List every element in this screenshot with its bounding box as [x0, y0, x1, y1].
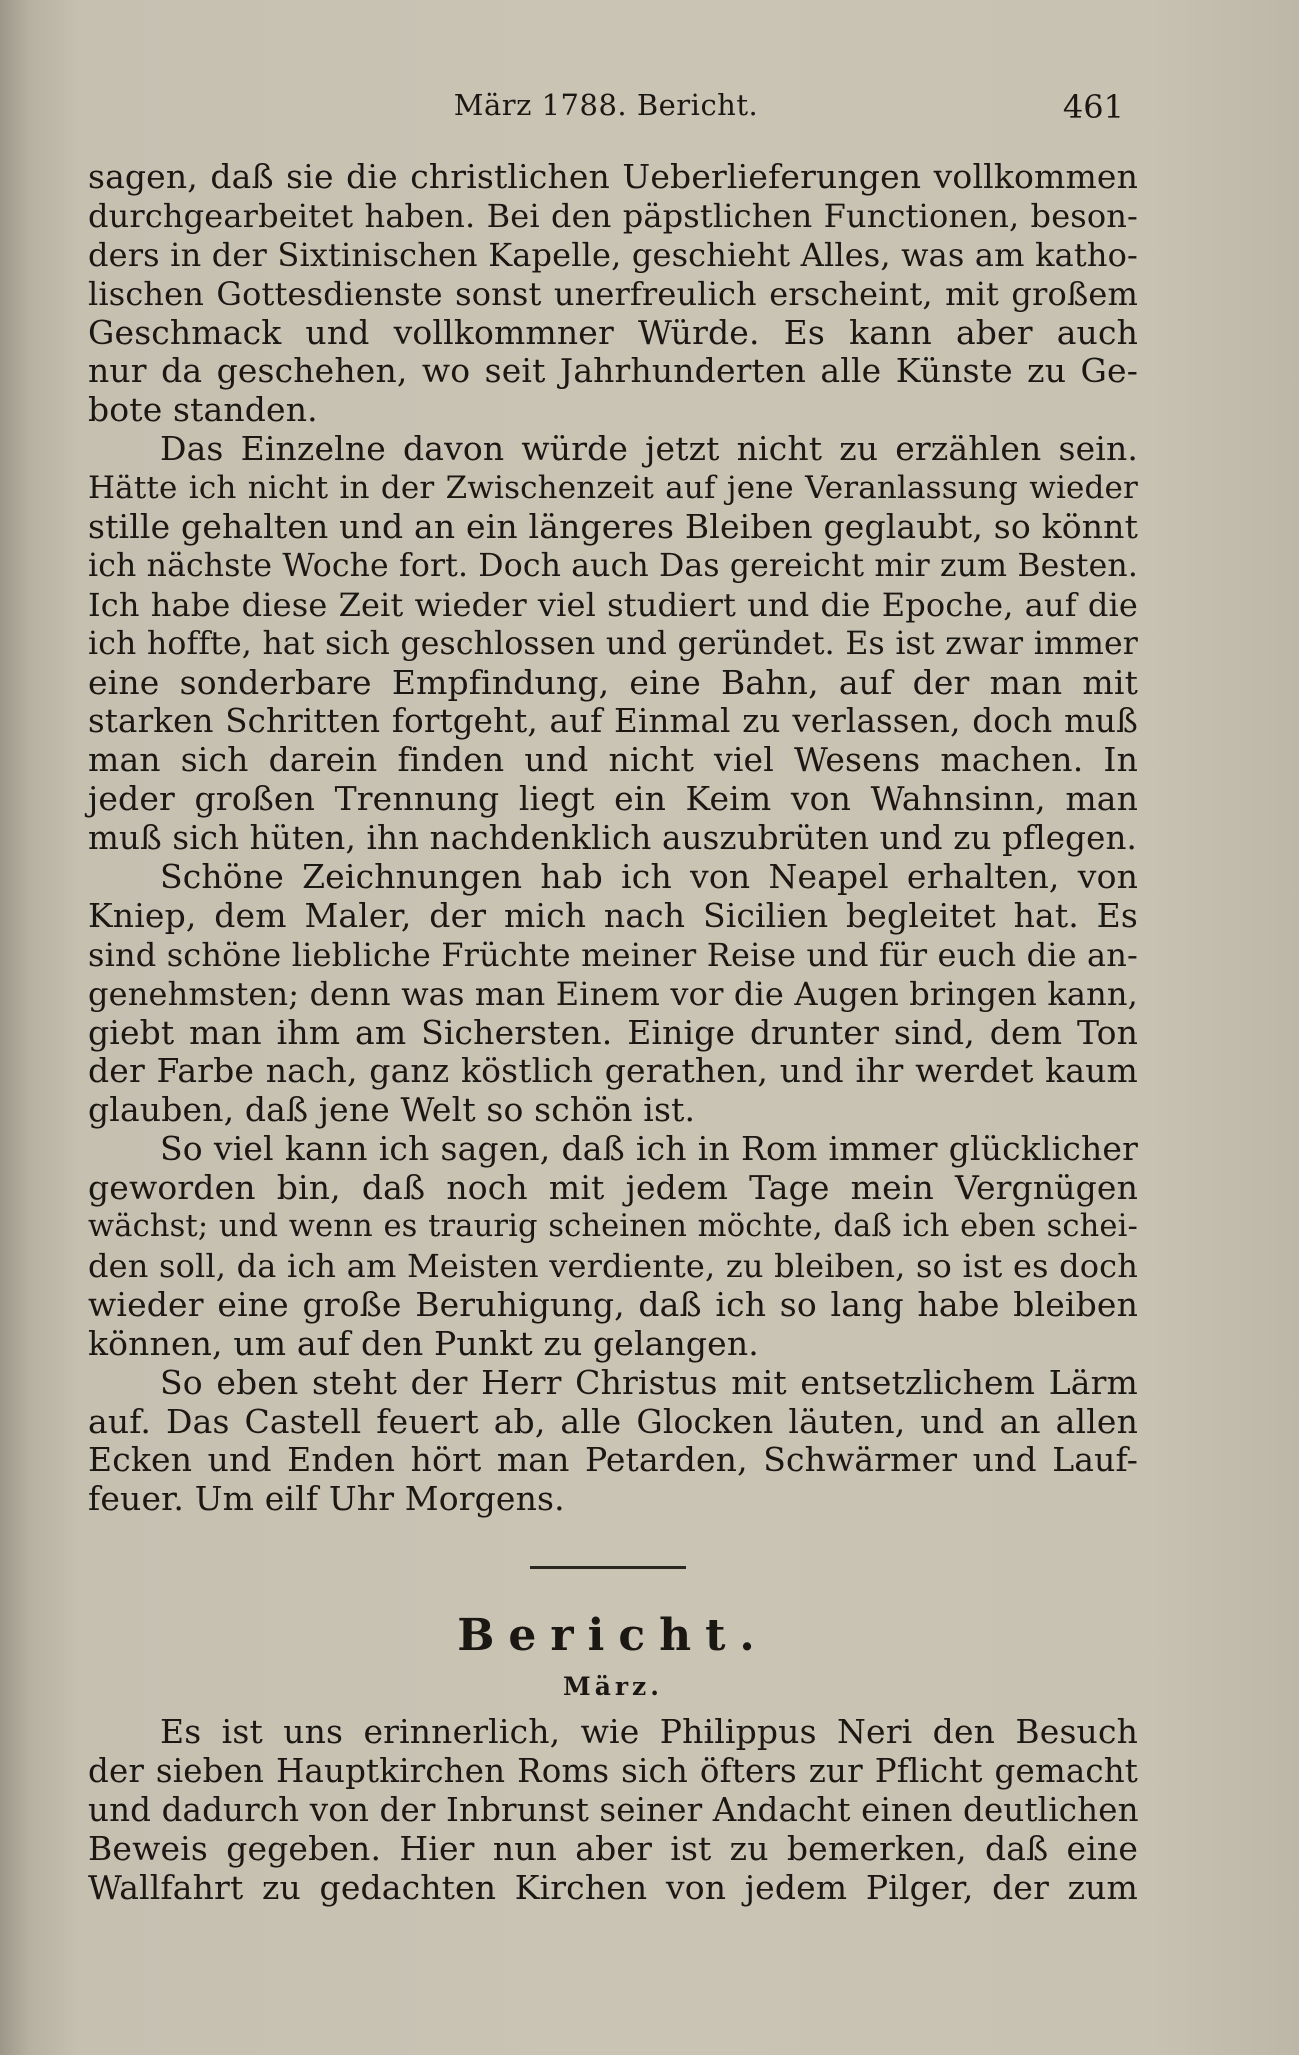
running-title: März 1788. Bericht.: [453, 88, 759, 122]
section-title: Bericht.: [457, 1610, 769, 1661]
text-line: der sieben Hauptkirchen Roms sich öfters zur Pflicht gemacht: [88, 1751, 1138, 1790]
text-line: muß sich hüten, ihn nachdenklich auszubrüten und zu pflegen.: [88, 819, 1138, 858]
text-line: Wallfahrt zu gedachten Kirchen von jedem Pilger, der zum: [88, 1867, 1138, 1907]
text-line: Schöne Zeichnungen hab ich von Neapel erhalten, von: [160, 857, 1138, 897]
text-line: man sich darein finden und nicht viel Wesens machen. In: [88, 740, 1138, 780]
paragraph-1: [88, 158, 1138, 430]
text-line: ich nächste Woche fort. Doch auch Das gereicht mir zum Besten.: [88, 547, 1138, 584]
text-line: der Farbe nach, ganz köstlich gerathen, und ihr werdet kaum: [88, 1051, 1138, 1091]
text-line: Das Einzelne davon würde jetzt nicht zu erzählen sein.: [160, 429, 1138, 469]
paragraph-4: [88, 1130, 1138, 1363]
text-line: auf. Das Castell feuert ab, alle Glocken läuten, und an allen: [88, 1401, 1138, 1441]
text-line: Beweis gegeben. Hier nun aber ist zu bemerken, daß eine: [88, 1828, 1138, 1868]
body-text: [88, 158, 1138, 1519]
section-subtitle: März.: [563, 1672, 663, 1701]
text-line: stille gehalten und an ein längeres Bleiben geglaubt, so könnt: [88, 507, 1138, 547]
text-line: eine sonderbare Empfindung, eine Bahn, auf der man mit: [88, 662, 1138, 702]
text-line: wieder eine große Beruhigung, daß ich so lang habe bleiben: [88, 1284, 1138, 1324]
text-line: So eben steht der Herr Christus mit entsetzlichem Lärm: [160, 1362, 1138, 1402]
section-body-text: [88, 1713, 1138, 1907]
text-line: So viel kann ich sagen, daß ich in Rom immer glücklicher: [160, 1129, 1138, 1169]
text-line: ich hoffte, hat sich geschlossen und geründet. Es ist zwar immer: [88, 625, 1138, 662]
paragraph-5: [88, 1364, 1138, 1520]
text-line: bote standen.: [88, 390, 318, 430]
text-line: lischen Gottesdienste sonst unerfreulich erscheint, mit großem: [88, 274, 1138, 313]
text-line: Geschmack und vollkommner Würde. Es kann aber auch: [88, 312, 1138, 352]
text-line: wächst; und wenn es traurig scheinen möchte, daß ich eben schei-: [88, 1209, 1138, 1245]
text-line: feuer. Um eilf Uhr Morgens.: [88, 1479, 565, 1519]
paragraph-3: [88, 858, 1138, 1130]
text-line: geworden bin, daß noch mit jedem Tage mein Vergnügen: [88, 1168, 1138, 1208]
text-line: jeder großen Trennung liegt ein Keim von Wahnsinn, man: [88, 779, 1138, 819]
text-line: giebt man ihm am Sichersten. Einige drunter sind, dem Ton: [88, 1012, 1138, 1052]
running-head: [88, 88, 1124, 134]
text-line: Hätte ich nicht in der Zwischenzeit auf jene Veranlassung wieder: [88, 470, 1138, 507]
text-line: den soll, da ich am Meisten verdiente, zu bleiben, so ist es doch: [88, 1246, 1138, 1285]
text-line: Ich habe diese Zeit wieder viel studiert und die Epoche, auf die: [88, 585, 1138, 624]
text-line: sagen, daß sie die christlichen Ueberlieferungen vollkommen: [88, 157, 1138, 196]
paragraph-2: [88, 430, 1138, 858]
text-line: starken Schritten fortgeht, auf Einmal zu verlassen, doch muß: [88, 702, 1138, 741]
text-line: nur da geschehen, wo seit Jahrhunderten alle Künste zu Ge-: [88, 351, 1138, 391]
text-line: Ecken und Enden hört man Petarden, Schwärmer und Lauf-: [88, 1440, 1138, 1480]
text-line: sind schöne liebliche Früchte meiner Reise und für euch die an-: [88, 935, 1138, 974]
text-line: ders in der Sixtinischen Kapelle, geschieht Alles, was am katho-: [88, 235, 1138, 274]
page-number: 461: [1062, 88, 1124, 126]
section-divider: [530, 1566, 686, 1569]
text-line: durchgearbeitet haben. Bei den päpstlichen Functionen, beson-: [88, 196, 1138, 235]
text-line: genehmsten; denn was man Einem vor die Augen bringen kann,: [88, 974, 1138, 1013]
text-line: Kniep, dem Maler, der mich nach Sicilien begleitet hat. Es: [88, 895, 1138, 935]
text-line: glauben, daß jene Welt so schön ist.: [88, 1090, 696, 1130]
text-line: können, um auf den Punkt zu gelangen.: [88, 1323, 759, 1363]
text-line: und dadurch von der Inbrunst seiner Andacht einen deutlichen: [88, 1790, 1139, 1829]
text-line: Es ist uns erinnerlich, wie Philippus Neri den Besuch: [160, 1712, 1138, 1751]
